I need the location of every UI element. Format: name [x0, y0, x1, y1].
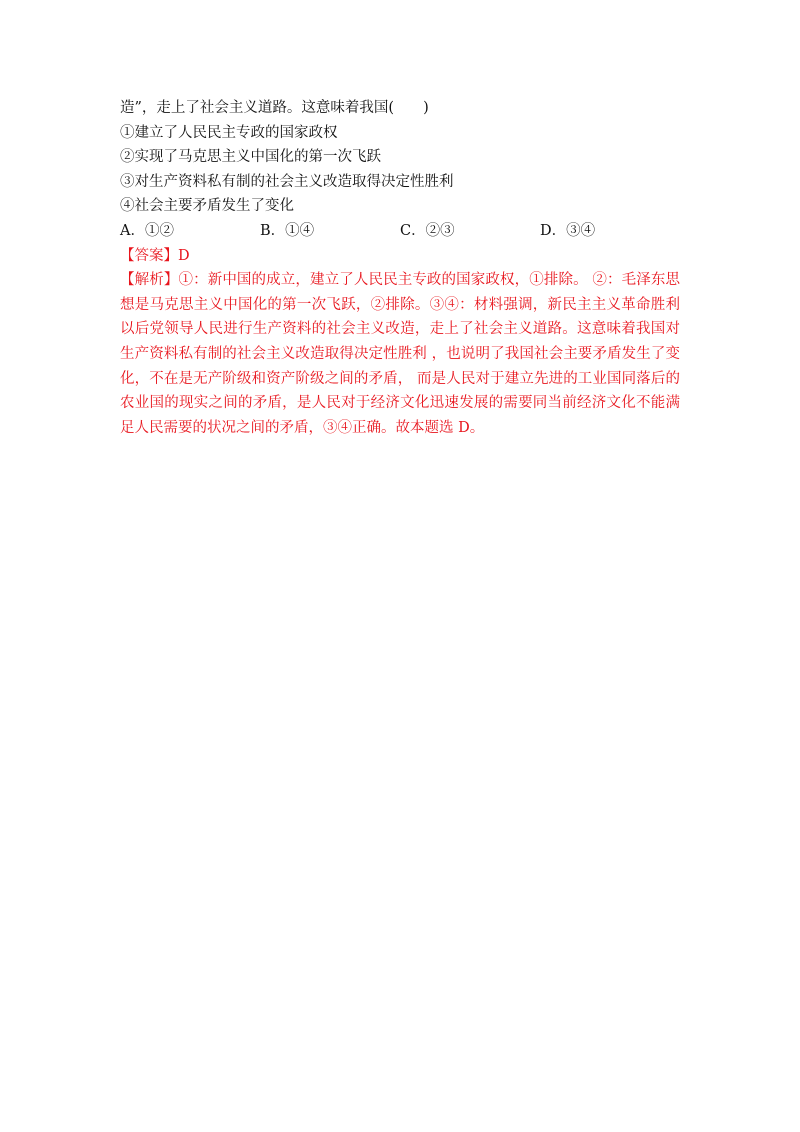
statement-3: ③对生产资料私有制的社会主义改造取得决定性胜利	[120, 173, 454, 190]
option-c: C．②③	[400, 222, 455, 239]
answer-options	[120, 219, 680, 244]
answer-line	[120, 244, 680, 269]
analysis-text: ①：新中国的成立，建立了人民民主专政的国家政权，①排除。 ②：毛泽东思想是马克思主义中国化的第一次飞跃，②排除。③④：材料强调，新民主主义革命胜利以后党领导人民进行生产资料的社会主义改造，走上了社会主义道路。这意味着我国对生产资料私有制的社会主义改造取得决定性胜利 ，也说明了我国社会主要矛盾发生了变化，不在是无产阶级和资产阶级之间的矛盾， 而是人民对于建立先进的工业国同落后的农业国的现实之间的矛盾，是人民对于经济文化迅速发展的需要同当前经济文化不能满足人民需要的状况之间的矛盾，③④正确。故本题选 D。	[120, 272, 681, 436]
statement-1: ①建立了人民民主专政的国家政权	[120, 124, 338, 141]
statement-4: ④社会主要矛盾发生了变化	[120, 198, 294, 215]
option-a: A．①②	[120, 222, 174, 239]
question-stem: 造”，走上了社会主义道路。这意味着我国( )	[120, 100, 429, 116]
option-b: B．①④	[260, 222, 315, 239]
statement-2: ②实现了马克思主义中国化的第一次飞跃	[120, 149, 381, 166]
answer-label: 【答案】	[120, 247, 178, 264]
option-d: D．③④	[540, 222, 596, 239]
answer-value: D	[178, 247, 190, 264]
analysis-label: 【解析】	[120, 272, 179, 289]
document-page	[120, 96, 680, 440]
analysis-paragraph	[120, 268, 680, 440]
